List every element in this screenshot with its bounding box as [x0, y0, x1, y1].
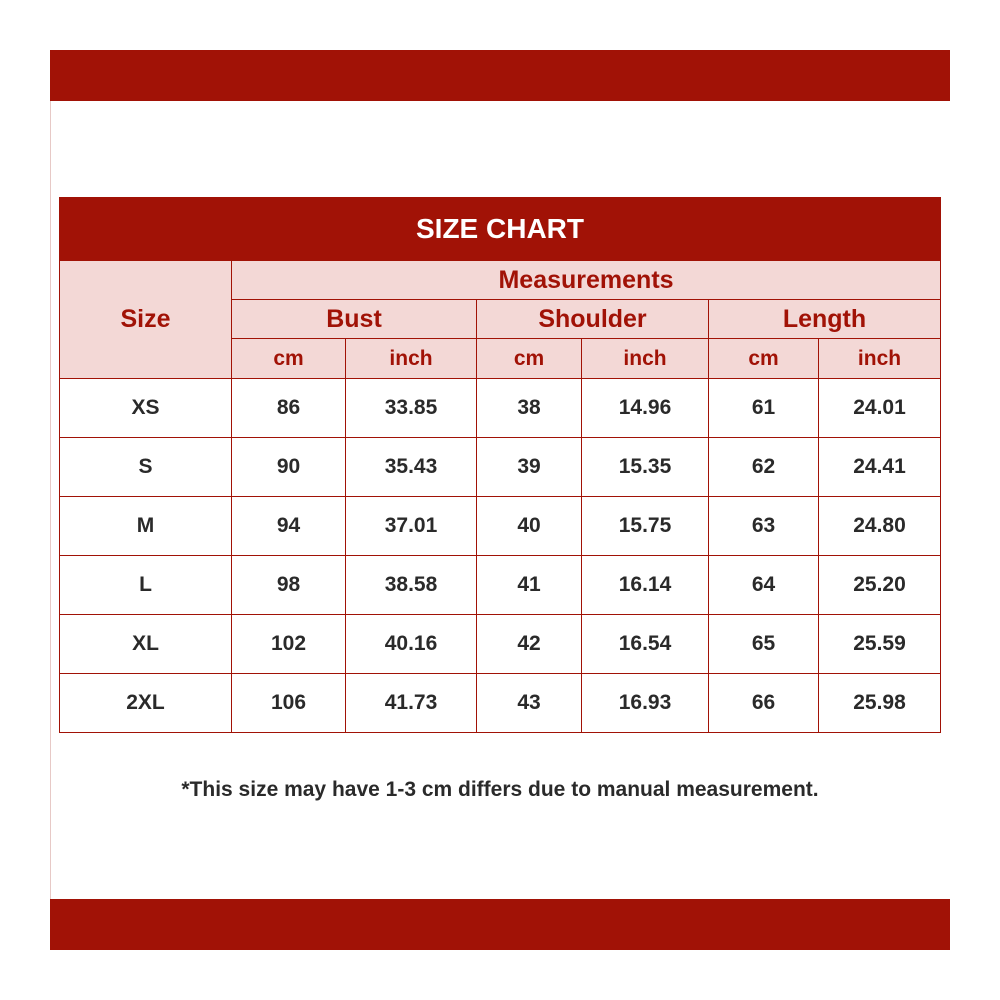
table-cell: 24.41: [819, 438, 941, 497]
size-chart-table: [59, 197, 941, 733]
size-label-cell: L: [60, 556, 232, 615]
bottom-banner: [50, 899, 950, 950]
top-banner: [50, 50, 950, 101]
table-cell: 38: [477, 379, 582, 438]
table-cell: 25.59: [819, 615, 941, 674]
group-header-length: Length: [709, 300, 941, 339]
table-cell: 86: [232, 379, 346, 438]
table-cell: 16.54: [582, 615, 709, 674]
table-cell: 24.80: [819, 497, 941, 556]
table-cell: 41: [477, 556, 582, 615]
table-cell: 25.20: [819, 556, 941, 615]
table-cell: 41.73: [346, 674, 477, 733]
measurements-header: Measurements: [232, 261, 941, 300]
size-label-cell: S: [60, 438, 232, 497]
table-cell: 64: [709, 556, 819, 615]
table-cell: 62: [709, 438, 819, 497]
size-label-cell: 2XL: [60, 674, 232, 733]
size-label-cell: XS: [60, 379, 232, 438]
size-column-header: Size: [60, 261, 232, 379]
table-cell: 33.85: [346, 379, 477, 438]
table-row: [60, 497, 941, 556]
table-row: [60, 615, 941, 674]
table-cell: 61: [709, 379, 819, 438]
table-cell: 15.75: [582, 497, 709, 556]
table-cell: 66: [709, 674, 819, 733]
table-cell: 24.01: [819, 379, 941, 438]
table-cell: 106: [232, 674, 346, 733]
table-row: [60, 674, 941, 733]
table-row: [60, 438, 941, 497]
size-label-cell: XL: [60, 615, 232, 674]
group-header-shoulder: Shoulder: [477, 300, 709, 339]
table-cell: 16.14: [582, 556, 709, 615]
table-cell: 35.43: [346, 438, 477, 497]
table-cell: 94: [232, 497, 346, 556]
measurement-note: *This size may have 1-3 cm differs due to manual measurement.: [181, 778, 819, 801]
chart-title: SIZE CHART: [60, 198, 941, 261]
table-row: [60, 556, 941, 615]
unit-header: inch: [582, 339, 709, 379]
table-cell: 25.98: [819, 674, 941, 733]
table-cell: 43: [477, 674, 582, 733]
table-row: [60, 379, 941, 438]
table-cell: 42: [477, 615, 582, 674]
table-cell: 14.96: [582, 379, 709, 438]
table-cell: 38.58: [346, 556, 477, 615]
table-cell: 16.93: [582, 674, 709, 733]
table-cell: 39: [477, 438, 582, 497]
table-cell: 65: [709, 615, 819, 674]
unit-header: cm: [709, 339, 819, 379]
table-cell: 98: [232, 556, 346, 615]
unit-header: inch: [819, 339, 941, 379]
unit-header: cm: [477, 339, 582, 379]
unit-header: cm: [232, 339, 346, 379]
unit-header: inch: [346, 339, 477, 379]
group-header-bust: Bust: [232, 300, 477, 339]
table-cell: 15.35: [582, 438, 709, 497]
table-cell: 40: [477, 497, 582, 556]
table-cell: 63: [709, 497, 819, 556]
table-cell: 37.01: [346, 497, 477, 556]
table-cell: 102: [232, 615, 346, 674]
size-label-cell: M: [60, 497, 232, 556]
table-cell: 40.16: [346, 615, 477, 674]
table-cell: 90: [232, 438, 346, 497]
